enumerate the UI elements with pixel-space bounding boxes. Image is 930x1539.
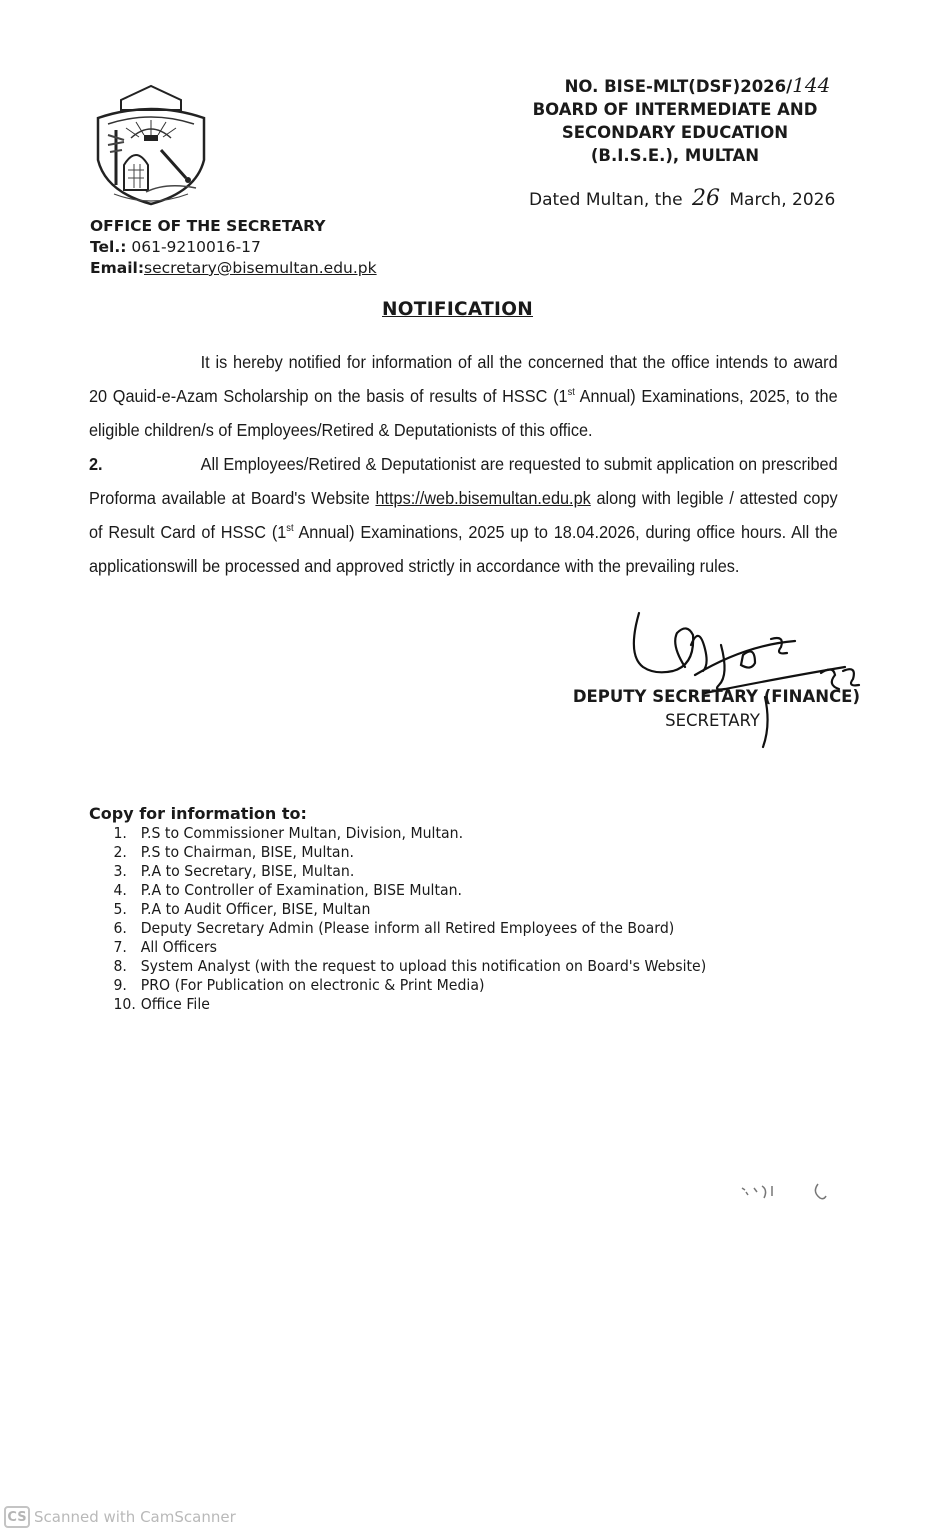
signatory-designation: DEPUTY SECRETARY (FINANCE) (572, 687, 860, 706)
office-tel (90, 237, 377, 258)
list-item (89, 862, 706, 881)
copy-list (89, 824, 746, 1014)
item-number: 2. (113, 843, 127, 861)
office-contact-block (90, 216, 377, 279)
list-item (89, 824, 706, 843)
item-number: 5. (113, 900, 127, 918)
item-text: System Analyst (with the request to upload this notification on Board's Website) (140, 957, 707, 975)
camscanner-watermark (4, 1506, 236, 1528)
faint-stamp-marks (738, 1178, 838, 1208)
item-number: 7. (113, 938, 127, 956)
org-name-line3: (B.I.S.E.), MULTAN (590, 146, 760, 165)
para2-number: 2. (89, 454, 103, 474)
item-number: 10. (113, 995, 136, 1013)
office-title: OFFICE OF THE SECRETARY (90, 217, 326, 235)
list-item (89, 843, 706, 862)
org-name-line1: BOARD OF INTERMEDIATE AND (532, 100, 818, 119)
list-item (89, 919, 706, 938)
item-text: P.A to Audit Officer, BISE, Multan (140, 900, 371, 918)
para2-text-a: All Employees/Retired & Deputationist are requested to submit application on prescribed Proforma available at Board's Website (89, 454, 838, 508)
office-email (90, 258, 377, 279)
item-number: 4. (113, 881, 127, 899)
para2-text-c: Annual) Examinations, 2025 up to 18.04.2026, during office hours. All the applicationswill be processed and approved strictly in accordance with the prevailing rules. (89, 522, 838, 576)
org-name-line2: SECONDARY EDUCATION (561, 123, 789, 142)
notification-body (89, 345, 838, 583)
para2-text-b: along with legible / attested copy of Result Card of HSSC (1 (89, 488, 838, 542)
tel-value: 061-9210016-17 (131, 238, 261, 256)
item-text: PRO (For Publication on electronic & Print Media) (140, 976, 485, 994)
para1-text-a: It is hereby notified for information of all the concerned that the office intends to award 20 Qauid-e-Azam Scholarship on the basis of results of HSSC (1 (89, 352, 838, 406)
email-label: Email: (90, 259, 145, 277)
item-number: 1. (113, 824, 127, 842)
date-prefix: Dated Multan, the (529, 190, 683, 210)
item-number: 6. (113, 919, 127, 937)
item-text: P.S to Chairman, BISE, Multan. (140, 843, 354, 861)
item-text: All Officers (140, 938, 217, 956)
item-text: Office File (140, 995, 210, 1013)
list-item (89, 938, 706, 957)
para1-text-b: Annual) Examinations, 2025, to the eligible children/s of Employees/Retired & Deputationists of this office. (89, 386, 838, 440)
signature-block (560, 685, 860, 733)
list-item (89, 900, 706, 919)
item-text: P.S to Commissioner Multan, Division, Multan. (140, 824, 464, 842)
tel-label: Tel.: (90, 238, 127, 256)
list-item (89, 957, 706, 976)
item-text: P.A to Secretary, BISE, Multan. (140, 862, 355, 880)
item-text: Deputy Secretary Admin (Please inform all Retired Employees of the Board) (140, 919, 675, 937)
signatory-for: SECRETARY (665, 711, 760, 730)
copy-distribution (89, 804, 746, 1014)
list-item (89, 995, 706, 1014)
para1-sup: st (567, 387, 575, 399)
paragraph-1 (89, 345, 838, 447)
paragraph-2 (89, 447, 838, 583)
reference-number-printed: NO. BISE-MLT(DSF)2026/ (564, 77, 793, 96)
camscanner-logo-icon: CS (4, 1506, 30, 1528)
reference-number (500, 74, 850, 98)
para2-sup: st (286, 523, 294, 535)
date-day-handwritten: 26 (691, 186, 720, 211)
copy-heading: Copy for information to: (89, 804, 307, 823)
date-suffix: March, 2026 (729, 190, 836, 210)
item-text: P.A to Controller of Examination, BISE Multan. (140, 881, 463, 899)
date-line (529, 186, 835, 211)
item-number: 8. (113, 957, 127, 975)
notification-title: NOTIFICATION (382, 299, 534, 320)
letterhead (500, 74, 850, 167)
list-item (89, 881, 706, 900)
watermark-text: Scanned with CamScanner (34, 1508, 236, 1526)
bise-crest-logo (86, 80, 216, 208)
website-link[interactable]: https://web.bisemultan.edu.pk (375, 488, 591, 508)
email-link[interactable]: secretary@bisemultan.edu.pk (144, 259, 377, 277)
reference-number-handwritten: 144 (792, 73, 831, 97)
item-number: 3. (113, 862, 127, 880)
list-item (89, 976, 706, 995)
item-number: 9. (113, 976, 127, 994)
